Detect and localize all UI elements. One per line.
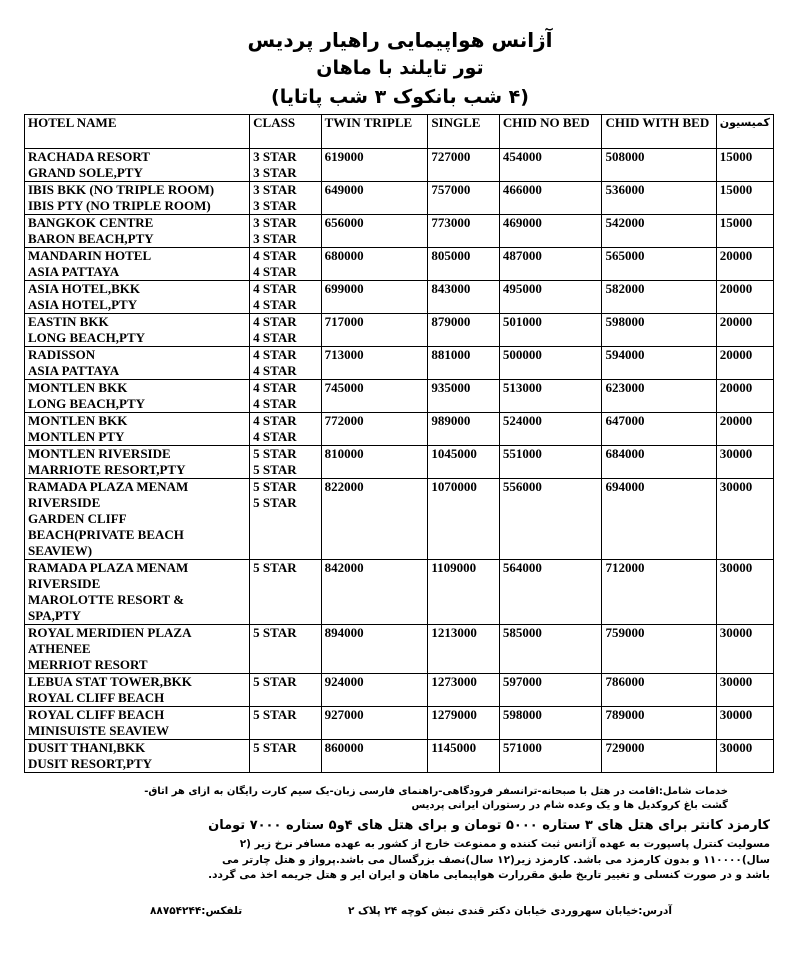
class-cell — [250, 347, 321, 380]
child-no-bed-cell: 454000 — [499, 149, 602, 182]
hotel-name-cell — [25, 479, 250, 560]
hotel-name-cell-line: MARRIOTE RESORT,PTY — [28, 462, 186, 477]
twin-triple-cell: 717000 — [321, 314, 428, 347]
services-note-line1: خدمات شامل:اقامت در هتل با صبحانه-ترانسفر فرودگاهی-راهنمای فارسی زبان-یک سیم کارت رایگان به ازای هر اتاق- — [144, 786, 728, 797]
hotel-name-cell-line: ROYAL CLIFF BEACH — [28, 690, 165, 705]
col-twin-triple: TWIN TRIPLE — [321, 115, 428, 149]
child-with-bed-cell: 594000 — [602, 347, 716, 380]
col-child-no-bed: CHID NO BED — [499, 115, 602, 149]
commission-cell: 30000 — [716, 479, 773, 560]
commission-cell: 30000 — [716, 625, 773, 674]
child-no-bed-cell: 597000 — [499, 674, 602, 707]
commission-cell: 30000 — [716, 707, 773, 740]
tour-title: تور تایلند با ماهان — [316, 57, 484, 79]
single-cell: 1070000 — [428, 479, 500, 560]
hotel-name-cell-line: DUSIT RESORT,PTY — [28, 756, 153, 771]
child-no-bed-cell: 598000 — [499, 707, 602, 740]
class-cell-line: 4 STAR — [253, 413, 297, 428]
col-child-with-bed: CHID WITH BED — [602, 115, 716, 149]
child-no-bed-cell: 551000 — [499, 446, 602, 479]
table-row — [25, 740, 774, 773]
single-cell: 757000 — [428, 182, 500, 215]
class-cell — [250, 625, 321, 674]
hotel-name-cell — [25, 347, 250, 380]
single-cell: 805000 — [428, 248, 500, 281]
child-with-bed-cell: 582000 — [602, 281, 716, 314]
commission-cell: 20000 — [716, 248, 773, 281]
hotel-name-cell-line: LEBUA STAT TOWER,BKK — [28, 674, 192, 689]
child-with-bed-cell: 786000 — [602, 674, 716, 707]
table-row — [25, 347, 774, 380]
class-cell-line: 3 STAR — [253, 182, 297, 197]
passport-note-line2: سال)۱۱۰۰۰۰ و بدون کارمزد می باشد. کارمزد زیر(۱۲ سال)نصف بزرگسال می باشد.پرواز و هتل چارتر می — [221, 854, 770, 866]
child-no-bed-cell: 571000 — [499, 740, 602, 773]
twin-triple-cell: 822000 — [321, 479, 428, 560]
hotel-name-cell-line: BARON BEACH,PTY — [28, 231, 154, 246]
child-with-bed-cell: 647000 — [602, 413, 716, 446]
child-no-bed-cell: 495000 — [499, 281, 602, 314]
twin-triple-cell: 927000 — [321, 707, 428, 740]
hotel-name-cell-line: MONTLEN BKK — [28, 380, 128, 395]
col-class: CLASS — [250, 115, 321, 149]
child-no-bed-cell: 500000 — [499, 347, 602, 380]
single-cell: 1109000 — [428, 560, 500, 625]
table-row — [25, 380, 774, 413]
hotel-name-cell — [25, 740, 250, 773]
class-cell-line: 4 STAR — [253, 314, 297, 329]
table-row — [25, 149, 774, 182]
child-with-bed-cell: 729000 — [602, 740, 716, 773]
class-cell-line: 5 STAR — [253, 674, 297, 689]
class-cell — [250, 215, 321, 248]
class-cell-line: 3 STAR — [253, 231, 297, 246]
commission-cell: 30000 — [716, 674, 773, 707]
class-cell-line: 4 STAR — [253, 281, 297, 296]
commission-cell: 15000 — [716, 182, 773, 215]
child-with-bed-cell: 536000 — [602, 182, 716, 215]
child-with-bed-cell: 565000 — [602, 248, 716, 281]
commission-cell: 20000 — [716, 281, 773, 314]
class-cell — [250, 446, 321, 479]
child-with-bed-cell: 623000 — [602, 380, 716, 413]
table-row — [25, 560, 774, 625]
counter-fee-note: کارمزد کانتر برای هتل های ۳ ستاره ۵۰۰۰ تومان و برای هتل های ۴و۵ ستاره ۷۰۰۰ تومان — [208, 818, 770, 833]
hotel-name-cell-line: LONG BEACH,PTY — [28, 330, 146, 345]
hotel-name-cell-line: ROYAL MERIDIEN PLAZA — [28, 625, 192, 640]
class-cell-line: 5 STAR — [253, 625, 297, 640]
class-cell — [250, 248, 321, 281]
class-cell-line: 3 STAR — [253, 198, 297, 213]
class-cell-line: 4 STAR — [253, 248, 297, 263]
class-cell-line: 5 STAR — [253, 740, 297, 755]
commission-cell: 20000 — [716, 380, 773, 413]
tour-duration: (۴ شب بانکوک ۳ شب پاتایا) — [271, 86, 529, 108]
class-cell — [250, 314, 321, 347]
table-row — [25, 446, 774, 479]
class-cell — [250, 281, 321, 314]
class-cell — [250, 182, 321, 215]
class-cell-line: 5 STAR — [253, 495, 297, 510]
child-with-bed-cell: 694000 — [602, 479, 716, 560]
class-cell-line: 3 STAR — [253, 165, 297, 180]
hotel-name-cell-line: EASTIN BKK — [28, 314, 109, 329]
child-with-bed-cell: 598000 — [602, 314, 716, 347]
child-no-bed-cell: 487000 — [499, 248, 602, 281]
hotel-name-cell-line: BANGKOK CENTRE — [28, 215, 154, 230]
child-no-bed-cell: 524000 — [499, 413, 602, 446]
single-cell: 843000 — [428, 281, 500, 314]
twin-triple-cell: 842000 — [321, 560, 428, 625]
hotel-name-cell-line: IBIS BKK (NO TRIPLE ROOM) — [28, 182, 215, 197]
hotel-name-cell-line: RAMADA PLAZA MENAM — [28, 560, 189, 575]
table-row — [25, 413, 774, 446]
table-row — [25, 281, 774, 314]
commission-cell: 20000 — [716, 413, 773, 446]
hotel-name-cell-line: RIVERSIDE — [28, 576, 101, 591]
twin-triple-cell: 860000 — [321, 740, 428, 773]
hotel-name-cell — [25, 314, 250, 347]
hotel-name-cell-line: RADISSON — [28, 347, 96, 362]
table-row — [25, 674, 774, 707]
hotel-name-cell-line: GARDEN CLIFF — [28, 511, 127, 526]
hotel-name-cell-line: ROYAL CLIFF BEACH — [28, 707, 165, 722]
commission-cell: 30000 — [716, 446, 773, 479]
twin-triple-cell: 699000 — [321, 281, 428, 314]
child-with-bed-cell: 508000 — [602, 149, 716, 182]
class-cell-line: 5 STAR — [253, 479, 297, 494]
single-cell: 879000 — [428, 314, 500, 347]
agency-phone: تلفکس:۸۸۷۵۴۲۴۴ — [150, 905, 243, 917]
hotel-name-cell-line: ASIA HOTEL,PTY — [28, 297, 138, 312]
class-cell — [250, 674, 321, 707]
agency-title: آژانس هواپیمایی راهیار پردیس — [247, 28, 553, 52]
hotel-name-cell — [25, 707, 250, 740]
table-row — [25, 248, 774, 281]
table-row — [25, 314, 774, 347]
hotel-name-cell-line: ASIA PATTAYA — [28, 363, 120, 378]
hotel-name-cell-line: MANDARIN HOTEL — [28, 248, 152, 263]
class-cell-line: 4 STAR — [253, 264, 297, 279]
table-row — [25, 625, 774, 674]
single-cell: 989000 — [428, 413, 500, 446]
hotel-name-cell — [25, 625, 250, 674]
hotel-price-table — [24, 114, 774, 773]
hotel-name-cell — [25, 248, 250, 281]
child-no-bed-cell: 513000 — [499, 380, 602, 413]
child-with-bed-cell: 789000 — [602, 707, 716, 740]
hotel-name-cell-line: ASIA PATTAYA — [28, 264, 120, 279]
class-cell-line: 4 STAR — [253, 363, 297, 378]
hotel-name-cell-line: MONTLEN BKK — [28, 413, 128, 428]
commission-cell: 30000 — [716, 560, 773, 625]
child-no-bed-cell: 564000 — [499, 560, 602, 625]
table-row — [25, 479, 774, 560]
commission-cell: 30000 — [716, 740, 773, 773]
hotel-name-cell-line: IBIS PTY (NO TRIPLE ROOM) — [28, 198, 211, 213]
single-cell: 1045000 — [428, 446, 500, 479]
passport-note-line1: مسولیت کنترل پاسپورت به عهده آژانس ثبت کننده و ممنوعت خارج از کشور به عهده مسافر نرخ زیر (۲ — [239, 838, 770, 850]
commission-cell: 15000 — [716, 149, 773, 182]
child-no-bed-cell: 585000 — [499, 625, 602, 674]
hotel-name-cell-line: MINISUISTE SEAVIEW — [28, 723, 170, 738]
col-single: SINGLE — [428, 115, 500, 149]
col-commission: کمیسیون — [716, 115, 773, 149]
services-note-line2: گشت باغ کروکدیل ها و یک وعده شام در رستوران ایرانی پردیس — [411, 800, 728, 811]
hotel-name-cell-line: ATHENEE — [28, 641, 91, 656]
single-cell: 935000 — [428, 380, 500, 413]
single-cell: 727000 — [428, 149, 500, 182]
twin-triple-cell: 649000 — [321, 182, 428, 215]
hotel-name-cell — [25, 149, 250, 182]
hotel-name-cell — [25, 380, 250, 413]
commission-cell: 20000 — [716, 347, 773, 380]
class-cell — [250, 149, 321, 182]
twin-triple-cell: 745000 — [321, 380, 428, 413]
hotel-name-cell — [25, 215, 250, 248]
single-cell: 1213000 — [428, 625, 500, 674]
col-hotel-name: HOTEL NAME — [25, 115, 250, 149]
hotel-name-cell — [25, 674, 250, 707]
hotel-name-cell — [25, 281, 250, 314]
hotel-name-cell-line: BEACH(PRIVATE BEACH — [28, 527, 184, 542]
class-cell-line: 5 STAR — [253, 560, 297, 575]
child-with-bed-cell: 542000 — [602, 215, 716, 248]
class-cell-line: 4 STAR — [253, 347, 297, 362]
table-header-row — [25, 115, 774, 149]
class-cell — [250, 560, 321, 625]
hotel-name-cell-line: MAROLOTTE RESORT & — [28, 592, 185, 607]
class-cell-line: 5 STAR — [253, 446, 297, 461]
hotel-name-cell — [25, 446, 250, 479]
hotel-name-cell — [25, 413, 250, 446]
class-cell — [250, 707, 321, 740]
class-cell — [250, 413, 321, 446]
table-row — [25, 707, 774, 740]
hotel-name-cell-line: SEAVIEW) — [28, 543, 93, 558]
twin-triple-cell: 680000 — [321, 248, 428, 281]
class-cell-line: 3 STAR — [253, 215, 297, 230]
class-cell-line: 3 STAR — [253, 149, 297, 164]
table-row — [25, 182, 774, 215]
single-cell: 1273000 — [428, 674, 500, 707]
hotel-name-cell — [25, 560, 250, 625]
class-cell — [250, 380, 321, 413]
twin-triple-cell: 924000 — [321, 674, 428, 707]
single-cell: 1145000 — [428, 740, 500, 773]
commission-cell: 15000 — [716, 215, 773, 248]
single-cell: 773000 — [428, 215, 500, 248]
twin-triple-cell: 656000 — [321, 215, 428, 248]
hotel-name-cell-line: LONG BEACH,PTY — [28, 396, 146, 411]
class-cell-line: 4 STAR — [253, 380, 297, 395]
hotel-name-cell-line: MERRIOT RESORT — [28, 657, 148, 672]
child-no-bed-cell: 556000 — [499, 479, 602, 560]
hotel-name-cell — [25, 182, 250, 215]
twin-triple-cell: 772000 — [321, 413, 428, 446]
twin-triple-cell: 619000 — [321, 149, 428, 182]
child-no-bed-cell: 469000 — [499, 215, 602, 248]
hotel-name-cell-line: MONTLEN RIVERSIDE — [28, 446, 171, 461]
hotel-name-cell-line: DUSIT THANI,BKK — [28, 740, 146, 755]
class-cell — [250, 479, 321, 560]
table-body — [25, 149, 774, 773]
child-with-bed-cell: 684000 — [602, 446, 716, 479]
class-cell-line: 4 STAR — [253, 297, 297, 312]
hotel-name-cell-line: MONTLEN PTY — [28, 429, 125, 444]
class-cell-line: 5 STAR — [253, 462, 297, 477]
child-with-bed-cell: 712000 — [602, 560, 716, 625]
child-with-bed-cell: 759000 — [602, 625, 716, 674]
hotel-name-cell-line: ASIA HOTEL,BKK — [28, 281, 140, 296]
hotel-name-cell-line: GRAND SOLE,PTY — [28, 165, 143, 180]
hotel-name-cell-line: RACHADA RESORT — [28, 149, 150, 164]
twin-triple-cell: 894000 — [321, 625, 428, 674]
class-cell-line: 4 STAR — [253, 429, 297, 444]
hotel-name-cell-line: SPA,PTY — [28, 608, 81, 623]
single-cell: 881000 — [428, 347, 500, 380]
hotel-name-cell-line: RAMADA PLAZA MENAM — [28, 479, 189, 494]
class-cell-line: 4 STAR — [253, 330, 297, 345]
agency-address: آدرس:خیابان سهروردی خیابان دکتر قندی نبش کوچه ۲۴ پلاک ۲ — [347, 905, 672, 917]
twin-triple-cell: 810000 — [321, 446, 428, 479]
child-no-bed-cell: 466000 — [499, 182, 602, 215]
hotel-name-cell-line: RIVERSIDE — [28, 495, 101, 510]
class-cell-line: 5 STAR — [253, 707, 297, 722]
class-cell — [250, 740, 321, 773]
class-cell-line: 4 STAR — [253, 396, 297, 411]
twin-triple-cell: 713000 — [321, 347, 428, 380]
child-no-bed-cell: 501000 — [499, 314, 602, 347]
table-row — [25, 215, 774, 248]
single-cell: 1279000 — [428, 707, 500, 740]
commission-cell: 20000 — [716, 314, 773, 347]
passport-note-line3: باشد و در صورت کنسلی و تغییر تاریخ طبق مقررارت هواپیمایی ماهان و ایران ایر و هتل جریمه اخذ می گردد. — [208, 869, 770, 881]
